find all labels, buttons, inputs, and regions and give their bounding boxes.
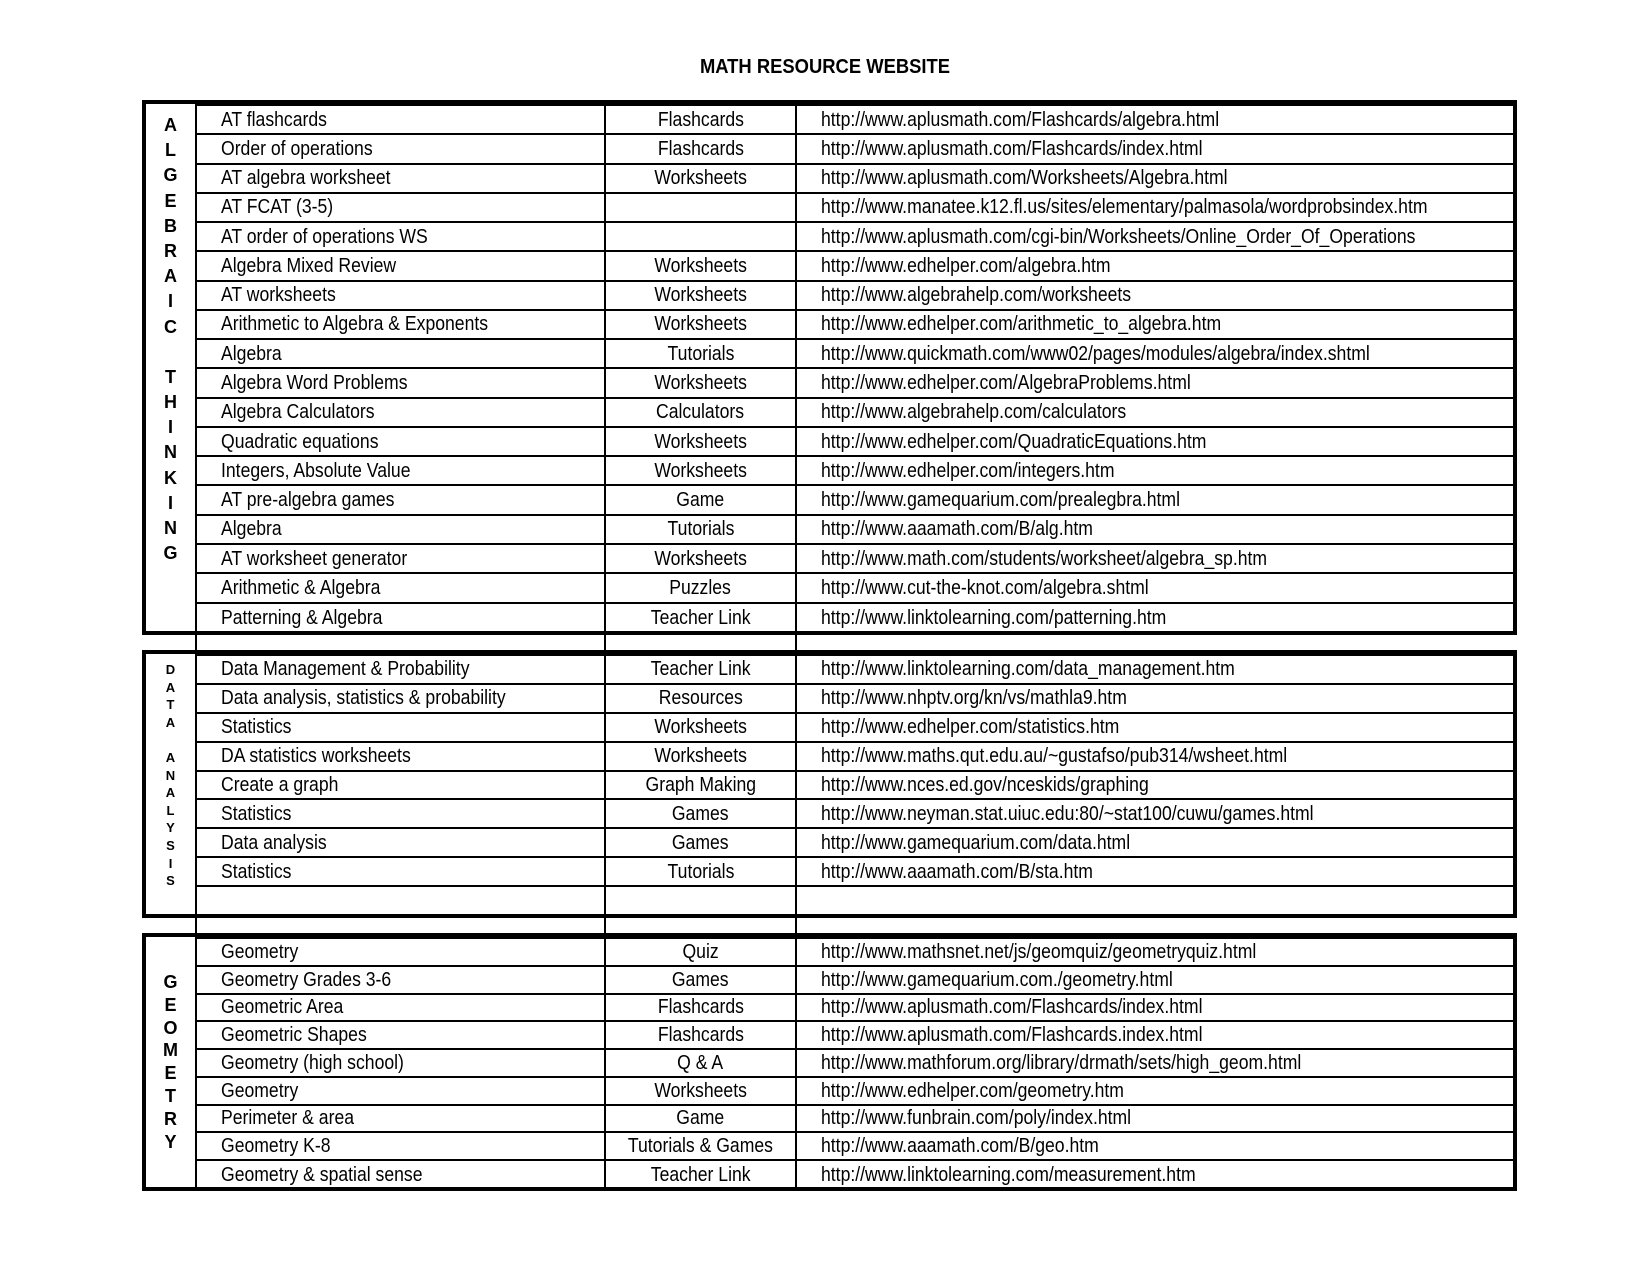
table-row <box>146 1160 1513 1188</box>
resource-topic: Statistics <box>221 802 292 825</box>
resource-type-cell <box>605 339 796 368</box>
resource-type-cell <box>605 251 796 280</box>
resource-topic: Geometry <box>221 940 299 963</box>
resource-type: Tutorials & Games <box>627 1135 774 1158</box>
resource-type: Worksheets <box>654 430 747 453</box>
resource-type-cell <box>605 134 796 163</box>
resource-url[interactable]: http://www.aplusmath.com/cgi-bin/Worksheets/Online_Order_Of_Operations <box>821 225 1416 248</box>
resource-topic-cell <box>196 251 605 280</box>
resource-topic-cell <box>196 828 605 857</box>
resource-topic-cell <box>196 398 605 427</box>
resource-topic: AT worksheet generator <box>221 547 408 570</box>
section-label-letter: D <box>165 662 176 677</box>
section-label <box>146 105 196 632</box>
resource-url-cell <box>796 339 1513 368</box>
resource-type-cell <box>605 1049 796 1077</box>
resource-topic: Integers, Absolute Value <box>221 459 411 482</box>
table-row <box>146 828 1513 857</box>
resource-topic: AT flashcards <box>221 108 327 131</box>
resource-url[interactable]: http://www.aaamath.com/B/geo.htm <box>821 1135 1099 1158</box>
resource-url[interactable]: http://www.gamequarium.com./geometry.html <box>821 968 1173 991</box>
resource-type: Flashcards <box>657 996 744 1019</box>
resource-type-cell <box>605 857 796 886</box>
section-label-letter: Y <box>164 1131 177 1152</box>
table-row <box>146 938 1513 966</box>
resource-url-cell <box>796 1132 1513 1160</box>
table-row <box>146 368 1513 397</box>
resource-url-cell <box>796 485 1513 514</box>
resource-type-cell <box>605 1021 796 1049</box>
section-label-letter: A <box>164 115 177 135</box>
resource-topic: Geometric Area <box>221 996 344 1019</box>
section-label-letter: T <box>166 697 175 713</box>
resource-url[interactable]: http://www.edhelper.com/integers.htm <box>821 459 1115 482</box>
table-row <box>146 857 1513 886</box>
section-label-letter: I <box>167 291 173 312</box>
table-row <box>146 603 1513 632</box>
resource-type: Worksheets <box>654 459 747 482</box>
resource-type: Teacher Link <box>650 1163 751 1186</box>
resource-topic: Arithmetic to Algebra & Exponents <box>221 313 489 336</box>
resource-url[interactable]: http://www.linktolearning.com/data_management.htm <box>821 658 1235 681</box>
resource-type: Worksheets <box>654 1079 747 1102</box>
section-label-letter: I <box>168 855 173 871</box>
table-row <box>146 1105 1513 1133</box>
resource-type: Game <box>676 489 725 512</box>
resource-url[interactable]: http://www.edhelper.com/QuadraticEquations.htm <box>821 430 1207 453</box>
resource-type: Flashcards <box>657 108 744 131</box>
section-label-letter: A <box>165 714 176 730</box>
resource-url-cell <box>796 1077 1513 1105</box>
table-row <box>146 966 1513 994</box>
resource-type: Quiz <box>682 940 719 963</box>
resource-topic: Algebra Mixed Review <box>221 254 397 277</box>
resource-url[interactable]: http://www.math.com/students/worksheet/algebra_sp.htm <box>821 547 1268 570</box>
section-label-letter: G <box>163 165 178 186</box>
section-label-letter: C <box>164 316 177 337</box>
resource-url[interactable]: http://www.edhelper.com/algebra.htm <box>821 254 1111 277</box>
resource-topic: Data analysis <box>221 831 327 854</box>
section-label-letter: A <box>165 749 176 765</box>
section-label-letter: R <box>164 1108 177 1129</box>
resource-topic: Perimeter & area <box>221 1107 355 1130</box>
table-row <box>146 771 1513 800</box>
resource-type-cell <box>605 1160 796 1188</box>
page-title: MATH RESOURCE WEBSITE <box>699 56 951 78</box>
resource-type-cell <box>605 655 796 684</box>
resource-url-cell <box>796 193 1513 222</box>
section-label <box>146 938 196 1188</box>
resource-url[interactable]: http://www.mathsnet.net/js/geomquiz/geometryquiz.html <box>821 940 1257 963</box>
resource-url-cell <box>796 684 1513 713</box>
resource-type: Worksheets <box>654 372 747 395</box>
resource-topic: Geometry Grades 3-6 <box>221 968 392 991</box>
resource-topic-cell <box>196 1105 605 1133</box>
resource-url[interactable]: http://www.linktolearning.com/measurement.htm <box>821 1163 1196 1186</box>
resource-url-cell <box>796 222 1513 251</box>
section-label-letter: Y <box>166 820 175 836</box>
resource-type-cell <box>605 771 796 800</box>
resource-type: Worksheets <box>654 716 747 739</box>
resource-topic-cell <box>196 799 605 828</box>
resource-type-cell <box>605 368 796 397</box>
resource-url-cell <box>796 251 1513 280</box>
resource-topic-cell <box>196 193 605 222</box>
resource-type: Games <box>672 802 729 825</box>
resource-type: Teacher Link <box>650 606 751 629</box>
resource-url-cell <box>796 515 1513 544</box>
resource-topic-cell <box>196 105 605 134</box>
resource-url[interactable]: http://www.edhelper.com/arithmetic_to_algebra.htm <box>821 313 1222 336</box>
table-row <box>146 799 1513 828</box>
resource-type-cell <box>605 799 796 828</box>
resource-type-cell <box>605 222 796 251</box>
resource-topic-cell <box>196 164 605 193</box>
resource-url[interactable]: http://www.funbrain.com/poly/index.html <box>821 1107 1132 1130</box>
section-label-letter: I <box>167 417 173 438</box>
resource-type: Teacher Link <box>650 658 751 681</box>
resource-topic-cell <box>196 456 605 485</box>
resource-type: Worksheets <box>654 745 747 768</box>
resource-url[interactable]: http://www.linktolearning.com/patterning.htm <box>821 606 1167 629</box>
resource-url-cell <box>796 771 1513 800</box>
resource-type-cell <box>605 886 796 915</box>
resource-url[interactable]: http://www.nhptv.org/kn/vs/mathla9.htm <box>821 687 1127 710</box>
resource-url-cell <box>796 713 1513 742</box>
table-row <box>146 281 1513 310</box>
resource-topic: Geometry <box>221 1079 299 1102</box>
resource-type-cell <box>605 713 796 742</box>
table-row <box>146 1077 1513 1105</box>
section-label-letter: G <box>163 543 178 564</box>
resource-type-cell <box>605 544 796 573</box>
resource-type-cell <box>605 398 796 427</box>
resource-url[interactable]: http://www.cut-the-knot.com/algebra.shtml <box>821 576 1149 599</box>
resource-topic: Order of operations <box>221 137 373 160</box>
table-row <box>146 655 1513 684</box>
resource-type: Worksheets <box>654 167 747 190</box>
resource-type-cell <box>605 1105 796 1133</box>
section-label-letter: G <box>163 972 178 992</box>
resource-type-cell <box>605 1077 796 1105</box>
section-label-letter: N <box>165 767 176 783</box>
resource-url-cell <box>796 134 1513 163</box>
section-label-letter: L <box>165 140 176 161</box>
table-row <box>146 1021 1513 1049</box>
resource-type-cell <box>605 281 796 310</box>
resource-table <box>146 937 1513 1188</box>
table-row <box>146 684 1513 713</box>
resource-url[interactable]: http://www.manatee.k12.fl.us/sites/elementary/palmasola/wordprobsindex.htm <box>821 196 1428 219</box>
resource-url[interactable]: http://www.maths.qut.edu.au/~gustafso/pub314/wsheet.html <box>821 745 1288 768</box>
resource-url-cell <box>796 310 1513 339</box>
resource-type: Games <box>672 831 729 854</box>
section-label-letter: T <box>165 366 176 387</box>
resource-table <box>146 654 1513 915</box>
table-row <box>146 310 1513 339</box>
resource-type: Tutorials <box>667 518 734 541</box>
section-label-letter: R <box>164 240 177 261</box>
section-label-letter: O <box>163 1017 178 1038</box>
resource-url-cell <box>796 799 1513 828</box>
resource-url-cell <box>796 164 1513 193</box>
resource-url[interactable]: http://www.aplusmath.com/Worksheets/Algebra.html <box>821 167 1228 190</box>
resource-topic: Patterning & Algebra <box>221 606 383 629</box>
resource-topic-cell <box>196 544 605 573</box>
resource-type-cell <box>605 994 796 1022</box>
resource-url-cell <box>796 1021 1513 1049</box>
resource-url[interactable]: http://www.gamequarium.com/prealegbra.html <box>821 489 1181 512</box>
resource-url[interactable]: http://www.nces.ed.gov/nceskids/graphing <box>821 773 1149 796</box>
resource-topic: Statistics <box>221 860 292 883</box>
resource-topic-cell <box>196 938 605 966</box>
resource-url-cell <box>796 1160 1513 1188</box>
resource-topic-cell <box>196 339 605 368</box>
resource-type: Tutorials <box>667 860 734 883</box>
resource-type-cell <box>605 515 796 544</box>
section-label-letter: A <box>165 679 176 695</box>
table-row <box>146 742 1513 771</box>
table-row <box>146 193 1513 222</box>
resource-url-cell <box>796 544 1513 573</box>
resource-type: Worksheets <box>654 547 747 570</box>
resource-type-cell <box>605 684 796 713</box>
resource-topic-cell <box>196 684 605 713</box>
table-row <box>146 886 1513 915</box>
resource-topic-cell <box>196 713 605 742</box>
section-label-letter: S <box>166 873 175 889</box>
table-row <box>146 573 1513 602</box>
resource-topic-cell <box>196 1077 605 1105</box>
section-label-letter: N <box>164 518 177 538</box>
resource-type-cell <box>605 485 796 514</box>
resource-type: Tutorials <box>667 342 734 365</box>
resource-url-cell <box>796 281 1513 310</box>
resource-type: Puzzles <box>669 576 732 599</box>
table-row <box>146 164 1513 193</box>
resource-type-cell <box>605 456 796 485</box>
resource-url[interactable]: http://www.aplusmath.com/Flashcards/index.html <box>821 137 1203 160</box>
resource-topic: Geometry (high school) <box>221 1051 404 1074</box>
section-label-letter: N <box>164 442 177 463</box>
table-row <box>146 427 1513 456</box>
section-label-letter: E <box>164 190 177 211</box>
section-label-letter: L <box>166 802 175 818</box>
resource-type: Worksheets <box>654 284 747 307</box>
table-row <box>146 456 1513 485</box>
table-row <box>146 1132 1513 1160</box>
section-gap <box>142 918 1517 933</box>
section-label-letter: E <box>164 994 177 1015</box>
resource-topic-cell <box>196 966 605 994</box>
resource-url-cell <box>796 994 1513 1022</box>
resource-topic: Algebra <box>221 342 282 365</box>
resource-topic: Algebra <box>221 518 282 541</box>
resource-topic-cell <box>196 742 605 771</box>
resource-topic-cell <box>196 1049 605 1077</box>
resource-url-cell <box>796 966 1513 994</box>
resource-topic: Statistics <box>221 716 292 739</box>
resource-url-cell <box>796 655 1513 684</box>
resource-topic-cell <box>196 1160 605 1188</box>
section-label-letter: A <box>164 266 177 287</box>
resource-topic-cell <box>196 573 605 602</box>
section-label-letter: E <box>164 1063 177 1084</box>
resource-type-cell <box>605 573 796 602</box>
table-row <box>146 713 1513 742</box>
resource-url[interactable]: http://www.aplusmath.com/Flashcards/index.html <box>821 996 1203 1019</box>
resource-topic-cell <box>196 1021 605 1049</box>
resource-url[interactable]: http://www.edhelper.com/geometry.htm <box>821 1079 1124 1102</box>
resource-topic: Data Management & Probability <box>221 658 470 681</box>
resource-url-cell <box>796 1049 1513 1077</box>
resource-url-cell <box>796 573 1513 602</box>
resource-topic-cell <box>196 427 605 456</box>
resource-type-cell <box>605 427 796 456</box>
resource-type: Q & A <box>677 1051 724 1074</box>
resource-topic-cell <box>196 515 605 544</box>
table-row <box>146 339 1513 368</box>
resource-type-cell <box>605 164 796 193</box>
geometry-section <box>142 933 1517 1191</box>
resource-url[interactable]: http://www.mathforum.org/library/drmath/sets/high_geom.html <box>821 1051 1302 1074</box>
resource-url-cell <box>796 938 1513 966</box>
resource-url[interactable]: http://www.algebrahelp.com/worksheets <box>821 284 1132 307</box>
section-label-letter: A <box>165 785 176 801</box>
section-label-letter: B <box>164 215 177 236</box>
resource-topic: AT worksheets <box>221 284 336 307</box>
table-row <box>146 485 1513 514</box>
section-label-letter: M <box>163 1040 178 1061</box>
resource-url[interactable]: http://www.quickmath.com/www02/pages/modules/algebra/index.shtml <box>821 342 1370 365</box>
resource-topic-cell <box>196 1132 605 1160</box>
section-label-letter: T <box>165 1085 176 1106</box>
resource-url-cell <box>796 828 1513 857</box>
resource-url-cell <box>796 427 1513 456</box>
table-row <box>146 222 1513 251</box>
table-row <box>146 1049 1513 1077</box>
resource-type: Resources <box>658 687 743 710</box>
resource-topic-cell <box>196 857 605 886</box>
section-label-letter: H <box>164 392 177 413</box>
resource-type-cell <box>605 310 796 339</box>
table-row <box>146 105 1513 134</box>
resource-url-cell <box>796 603 1513 632</box>
resource-topic: DA statistics worksheets <box>221 745 411 768</box>
resource-topic-cell <box>196 485 605 514</box>
resource-topic-cell <box>196 655 605 684</box>
resource-table <box>146 104 1513 632</box>
resource-type-cell <box>605 938 796 966</box>
resource-url[interactable]: http://www.aaamath.com/B/alg.htm <box>821 518 1093 541</box>
resource-type: Worksheets <box>654 313 747 336</box>
resource-url-cell <box>796 105 1513 134</box>
resource-topic-cell <box>196 771 605 800</box>
resource-type-cell <box>605 742 796 771</box>
section-label-letter: K <box>164 467 177 488</box>
table-row <box>146 994 1513 1022</box>
resource-url-cell <box>796 368 1513 397</box>
table-row <box>146 544 1513 573</box>
resource-topic: Quadratic equations <box>221 430 379 453</box>
resource-url-cell <box>796 857 1513 886</box>
section-gap <box>142 635 1517 650</box>
resource-topic-cell <box>196 222 605 251</box>
resource-url-cell <box>796 398 1513 427</box>
resource-url[interactable]: http://www.gamequarium.com/data.html <box>821 831 1131 854</box>
section-label <box>146 655 196 915</box>
resource-url-cell <box>796 742 1513 771</box>
resource-topic: Geometry K-8 <box>221 1135 331 1158</box>
resource-type: Worksheets <box>654 254 747 277</box>
resource-type: Games <box>672 968 729 991</box>
table-row <box>146 515 1513 544</box>
resource-url[interactable]: http://www.aplusmath.com/Flashcards.index.html <box>821 1024 1203 1047</box>
data-analysis-section <box>142 650 1517 918</box>
resource-url[interactable]: http://www.edhelper.com/AlgebraProblems.html <box>821 372 1191 395</box>
resource-topic: Algebra Word Problems <box>221 372 408 395</box>
table-row <box>146 251 1513 280</box>
resource-type-cell <box>605 603 796 632</box>
resource-topic: Geometry & spatial sense <box>221 1163 423 1186</box>
resource-url[interactable]: http://www.aaamath.com/B/sta.htm <box>821 860 1093 883</box>
section-label-letter: I <box>167 492 173 513</box>
resource-url[interactable]: http://www.algebrahelp.com/calculators <box>821 401 1127 424</box>
resource-type-cell <box>605 966 796 994</box>
resource-topic: AT FCAT (3-5) <box>221 196 334 219</box>
resource-topic-cell <box>196 994 605 1022</box>
resource-topic: Create a graph <box>221 773 339 796</box>
resource-url[interactable]: http://www.edhelper.com/statistics.htm <box>821 716 1120 739</box>
resource-topic: Algebra Calculators <box>221 401 375 424</box>
resource-topic: AT order of operations WS <box>221 225 428 248</box>
resource-type-cell <box>605 193 796 222</box>
table-row <box>146 398 1513 427</box>
algebraic-thinking-section <box>142 100 1517 635</box>
resource-topic-cell <box>196 134 605 163</box>
resource-topic: Geometric Shapes <box>221 1024 367 1047</box>
resource-url-cell <box>796 1105 1513 1133</box>
resource-type: Calculators <box>656 401 745 424</box>
resource-type: Graph Making <box>645 773 756 796</box>
resource-topic-cell <box>196 281 605 310</box>
resource-topic: AT pre-algebra games <box>221 489 395 512</box>
resource-topic-cell <box>196 368 605 397</box>
resource-type: Flashcards <box>657 137 744 160</box>
table-row <box>146 134 1513 163</box>
resource-url[interactable]: http://www.neyman.stat.uiuc.edu:80/~stat100/cuwu/games.html <box>821 802 1314 825</box>
resource-topic-cell <box>196 886 605 915</box>
resource-url-cell <box>796 456 1513 485</box>
resource-type-cell <box>605 105 796 134</box>
resource-url[interactable]: http://www.aplusmath.com/Flashcards/algebra.html <box>821 108 1220 131</box>
resource-type: Game <box>676 1107 725 1130</box>
section-label-letter: S <box>166 837 175 853</box>
resource-type-cell <box>605 828 796 857</box>
resource-topic: Data analysis, statistics & probability <box>221 687 506 710</box>
resource-type: Flashcards <box>657 1024 744 1047</box>
resource-topic-cell <box>196 603 605 632</box>
resource-topic-cell <box>196 310 605 339</box>
resource-topic: AT algebra worksheet <box>221 167 391 190</box>
resource-topic: Arithmetic & Algebra <box>221 576 381 599</box>
resource-url-cell <box>796 886 1513 915</box>
resource-type-cell <box>605 1132 796 1160</box>
